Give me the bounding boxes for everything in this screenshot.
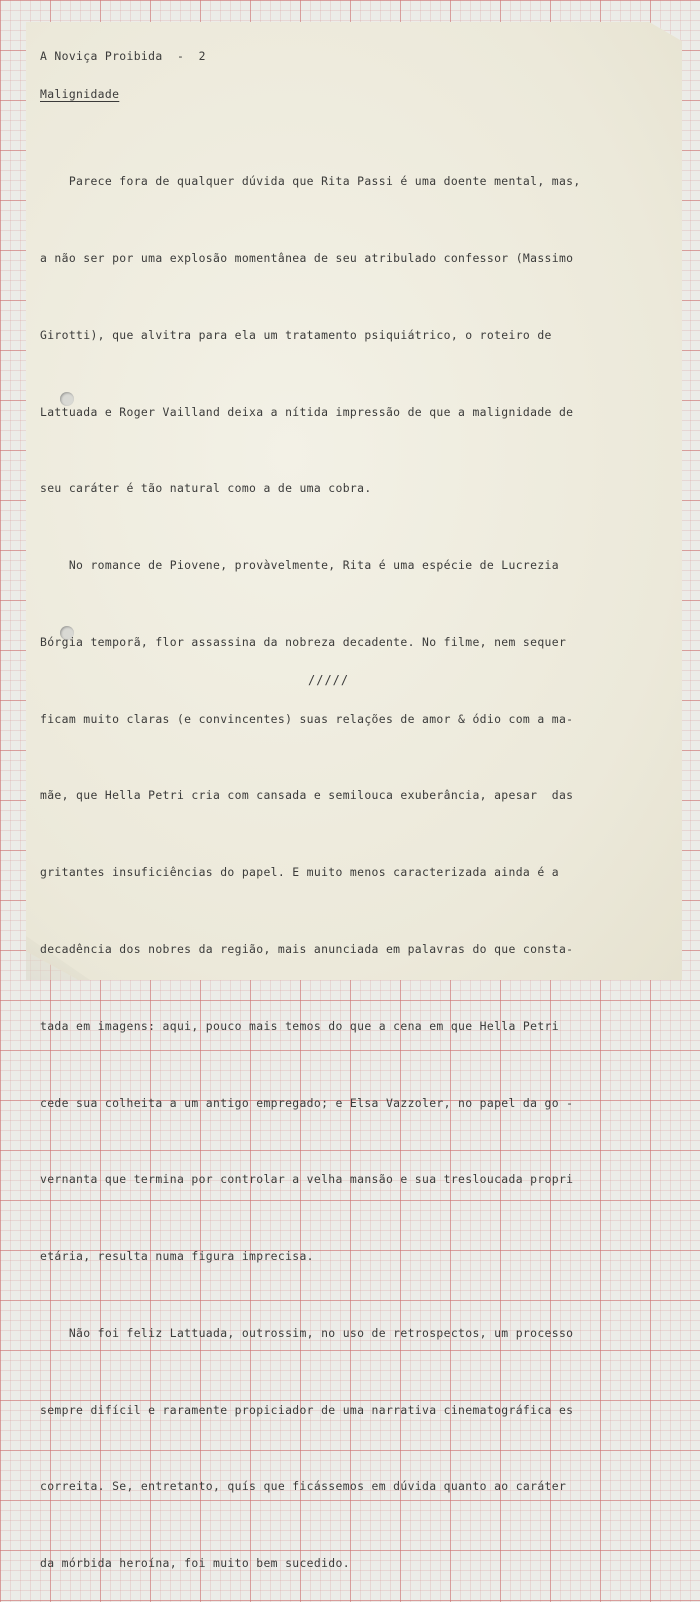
- text-line: correita. Se, entretanto, quís que ficássemos em dúvida quanto ao caráter: [40, 1479, 567, 1494]
- text-line: Não foi feliz Lattuada, outrossim, no uso de retrospectos, um processo: [40, 1325, 574, 1340]
- text-line: etária, resulta numa figura imprecisa.: [40, 1249, 314, 1264]
- text-line: tada em imagens: aqui, pouco mais temos do que a cena em que Hella Petri: [40, 1018, 559, 1033]
- text-line: gritantes insuficiências do papel. E muito menos caracterizada ainda é a: [40, 865, 559, 880]
- text-line: a não ser por uma explosão momentânea de seu atribulado confessor (Massimo: [40, 250, 574, 265]
- section-title: Malignidade: [40, 87, 120, 101]
- text-line: vernanta que termina por controlar a velha mansão e sua tresloucada propri: [40, 1172, 574, 1187]
- body-text: [40, 118, 581, 1602]
- text-line: seu caráter é tão natural como a de uma cobra.: [40, 481, 372, 496]
- text-line: decadência dos nobres da região, mais anunciada em palavras do que consta-: [40, 942, 574, 956]
- end-separator: /////: [308, 673, 350, 687]
- text-line: No romance de Piovene, provàvelmente, Rita é uma espécie de Lucrezia: [40, 558, 559, 573]
- text-line: cede sua colheita a um antigo empregado; e Elsa Vazzoler, no papel da go -: [40, 1095, 574, 1110]
- text-line: ficam muito claras (e convincentes) suas relações de amor & ódio com a ma-: [40, 711, 574, 726]
- page-header: A Noviça Proibida - 2: [40, 49, 206, 63]
- text-line: sempre difícil e raramente propiciador de uma narrativa cinematográfica es: [40, 1402, 574, 1417]
- text-line: Parece fora de qualquer dúvida que Rita Passi é uma doente mental, mas,: [40, 174, 581, 189]
- text-line: Girotti), que alvitra para ela um tratamento psiquiátrico, o roteiro de: [40, 327, 552, 342]
- text-line: Lattuada e Roger Vailland deixa a nítida impressão de que a malignidade de: [40, 404, 574, 419]
- text-line: Bórgia temporã, flor assassina da nobreza decadente. No filme, nem sequer: [40, 634, 567, 649]
- text-line: mãe, que Hella Petri cria com cansada e semilouca exuberância, apesar das: [40, 788, 574, 803]
- text-line: da mórbida heroína, foi muito bem sucedido.: [40, 1556, 350, 1571]
